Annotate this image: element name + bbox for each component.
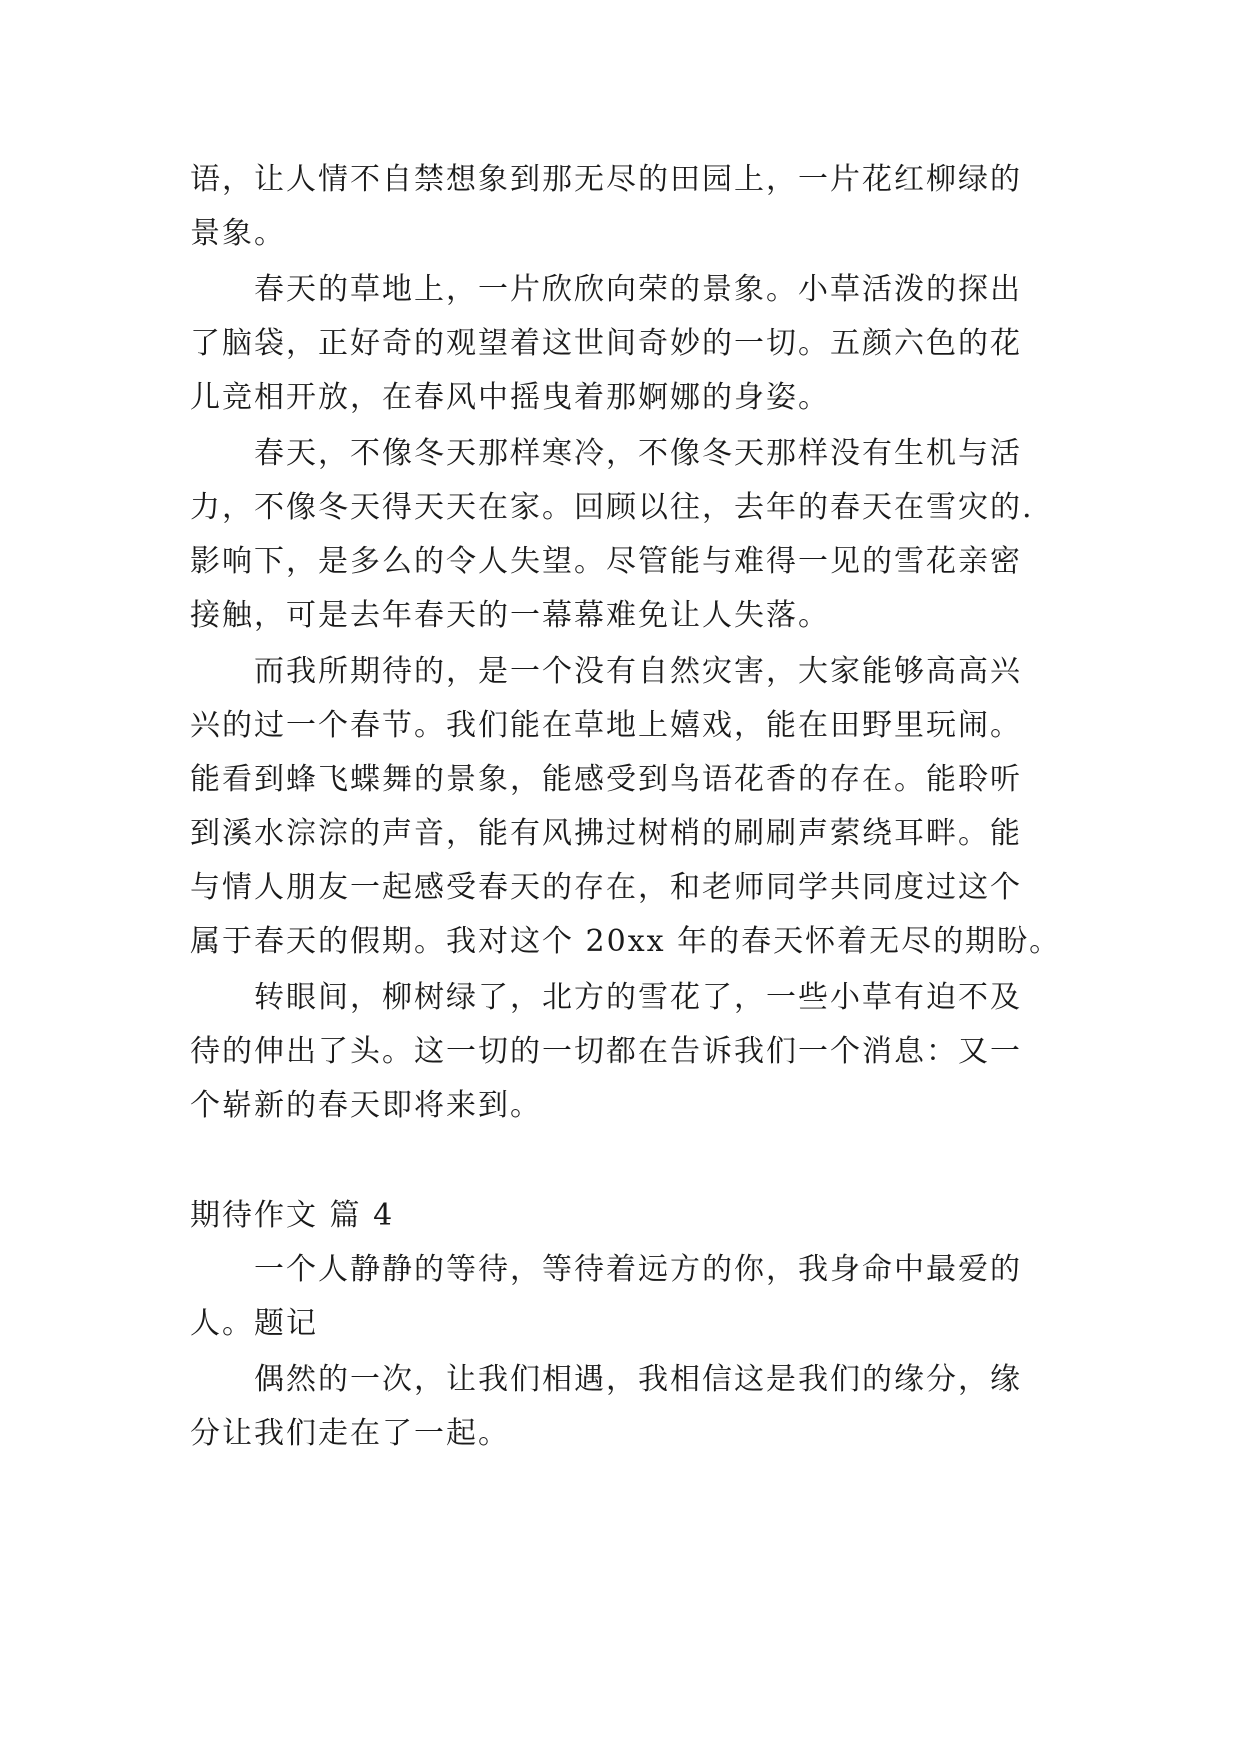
- paragraph-first-line: 一个人静静的等待，等待着远方的你，我身命中最爱的: [254, 1252, 1022, 1287]
- text-line: 个崭新的春天即将来到。: [190, 1088, 542, 1123]
- text-line: 到溪水淙淙的声音，能有风拂过树梢的刷刷声萦绕耳畔。能: [190, 816, 1022, 851]
- paragraph-first-line: 偶然的一次，让我们相遇，我相信这是我们的缘分，缘: [254, 1362, 1022, 1397]
- paragraph-first-line: 春天，不像冬天那样寒冷，不像冬天那样没有生机与活: [254, 436, 1022, 471]
- text-line: 属于春天的假期。我对这个 20xx 年的春天怀着无尽的期盼。: [190, 924, 1062, 959]
- text-line: 人。题记: [190, 1306, 318, 1341]
- text-line: 分让我们走在了一起。: [190, 1416, 510, 1451]
- paragraph-first-line: 转眼间，柳树绿了，北方的雪花了，一些小草有迫不及: [254, 980, 1022, 1015]
- text-line: 与情人朋友一起感受春天的存在，和老师同学共同度过这个: [190, 870, 1022, 905]
- text-line: 待的伸出了头。这一切的一切都在告诉我们一个消息：又一: [190, 1034, 1022, 1069]
- text-line: 兴的过一个春节。我们能在草地上嬉戏，能在田野里玩闹。: [190, 708, 1022, 743]
- text-line: 接触，可是去年春天的一幕幕难免让人失落。: [190, 598, 830, 633]
- text-line: 了脑袋，正好奇的观望着这世间奇妙的一切。五颜六色的花: [190, 326, 1022, 361]
- text-line: 能看到蜂飞蝶舞的景象，能感受到鸟语花香的存在。能聆听: [190, 762, 1022, 797]
- section-heading: 期待作文 篇 4: [190, 1198, 395, 1233]
- text-line: 力，不像冬天得天天在家。回顾以往，去年的春天在雪灾的.: [190, 490, 1034, 525]
- paragraph-first-line: 而我所期待的，是一个没有自然灾害，大家能够高高兴: [254, 654, 1022, 689]
- text-line: 语，让人情不自禁想象到那无尽的田园上，一片花红柳绿的: [190, 162, 1022, 197]
- text-line: 影响下，是多么的令人失望。尽管能与难得一见的雪花亲密: [190, 544, 1022, 579]
- paragraph-first-line: 春天的草地上，一片欣欣向荣的景象。小草活泼的探出: [254, 272, 1022, 307]
- text-line: 儿竞相开放，在春风中摇曳着那婀娜的身姿。: [190, 380, 830, 415]
- text-line: 景象。: [190, 216, 286, 251]
